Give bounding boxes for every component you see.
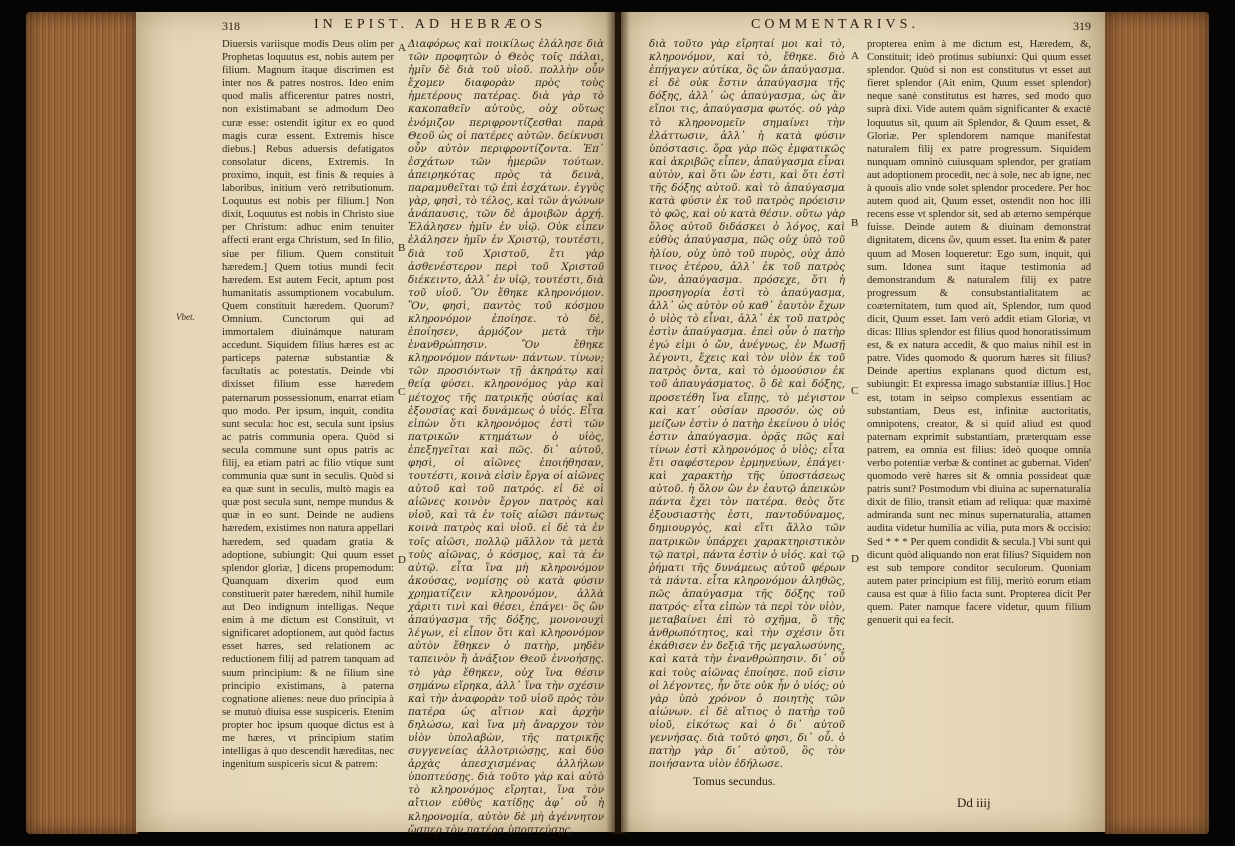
left-marker-d: D [398,554,406,566]
right-marker-a: A [851,50,859,62]
left-latin-column: Diuersis variisque modis Deus olim per Prophetas loquutus est, nobis autem per filium. Magnum itaque discrimen est inter nos & patres nostros. Ideo enim quod malis afficerentur patres nostri, non existimabant se admodum Deo curæ esse: ostendit igitur ex eo quod magis curæ essent. Extremis hisce diebus.] Rebus aduersis defatigatos consolatur dicens, Extremis. In proximo, inquit, est finis & requies à laboribus, initium verò retributionum. Loquutus est nobis per filium.] Non dixit, Loquutus est nobis in Christo siue per Christum: adhuc enim tenuiter affecti erant erga Christum, sed In filio, siue per filium. Quem constituit hæredem.] Quem totius mundi fecit hæredem. Est autem Fecit, aptum post humanitatis assumptionem vocabulum. Quem constituit hæredem. Quorum? Omnium. Cunctorum qui ad immortalem diuinámque naturam accedunt. Siquidem filius hæres est ac particeps paternæ substantiæ & facultatis ac potestatis. Deinde vbi dixisset filium esse hæredem paternarum possessionum, enarrat etiam quo modo. Per ipsum, inquit, condita sunt secula: hoc est, secula sunt ipsius ac patris communia opera. Quòd si secula commune sunt opus patris ac filij, ea etiam patri ac filio vtique sunt communia quæ sunt in seculis. Quòd si ea quæ sunt in seculis, multò magis ea quæ post secula sunt, nempe mundus & quæ in eo sunt. Deinde ne audiens hæredem, existimes non natura appellari hæredem, sed quadam gratia & adoptione, subiungit: Qui quum esset splendor gloriæ, ] dicens propemodum: Quanquam dixerim quod eum constituerit pater hæredem, nihil humile aut Deo indignum intelligas. Neque enim à me dictum est Constituit, vt significaret adoptionem, aut quòd factus esset hæres, sed relationem ac reductionem filij ad patrem tanquam ad suum principium: & ne filium sine principio existimans, à paterna cognatione alienes: neue duo principia à se mutuò diuisa esse suspiceris. Etenim propter hoc ipsum quoque dictus est à me hæres, vt principium statim intelligas à quo descendit hæreditas, nec ingenitum suspiceris sicut & patrem: [222,39,394,771]
right-marker-b: B [851,217,859,229]
right-running-head [621,17,1105,35]
right-running-title: COMMENTARIVS. [751,17,919,32]
left-page-number: 318 [222,19,240,33]
right-greek-column: διὰ τοῦτο γὰρ εἴρηταί μοι καὶ τὸ, κληρονόμον, καὶ τὸ, ἔθηκε. διὸ ἐπήγαγεν αὐτίκα, ὃς ὢν ἀπαύγασμα. εἰ δὲ οὐκ ἔστιν ἀπαύγασμα τῆς δόξης, ἀλλ᾿ ὡς ἀπαύγασμα, ὡς ἂν εἴποι τις, ἀπαύγασμα φωτός. οὐ γὰρ τὸ κληρονομεῖν σημαίνει τὴν ἐλάττωσιν, ἀλλ᾿ ἡ κατὰ φύσιν ὑπόστασις. ὅρα γὰρ πῶς ἐμφατικῶς καὶ ἀκριβῶς εἶπεν, ἀπαύγασμα εἶναι αὐτὸν, καὶ ὅτι ὢν ἐστι, καὶ ὅτι ἐστὶ τῆς δόξης αὐτοῦ. καὶ τὸ ἀπαύγασμα κατὰ φύσιν ἐκ τοῦ πατρὸς πρόεισιν τὸ φῶς, καὶ οὐ κατὰ θέσιν. οὕτω γὰρ ὅλος αὐτοῦ διδάσκει ὁ λόγος, καὶ εὐθὺς ἀπαύγασμα, πῶς οὐχ ὑπὸ τοῦ ἡλίου, οὐχ ὑπὸ τοῦ πυρὸς, οὐχ ἀπὸ τινος ἑτέρου, ἀλλ᾿ ἐκ τοῦ πατρὸς ὢν, ἀπαύγασμα. πρόσεχε, ὅτι ἡ προσηγορία ἐστὶ τὸ ἀπαύγασμα, ἀλλ᾿ ὡς αὐτὸν οὐ καθ᾿ ἑαυτὸν ἔχων ὁ υἱὸς τὸ εἶναι, ἀλλ᾿ ἐκ τοῦ πατρὸς ἐστὶν ἀπαύγασμα. ἐπεὶ οὖν ὁ πατὴρ ἐγώ εἰμι ὁ ὤν, ἀνέγνως, ἐν Μωσῇ λέγοντι, ἔχεις καὶ τὸν υἱὸν ἐκ τοῦ πατρὸς ὄντα, καὶ τὸ ὁμοούσιον ἐκ τοῦ ἀπαυγάσματος. ὃ δὲ καὶ δόξης, προσετέθη ἵνα εἴπῃς, τὸ μέγιστον καὶ κατ᾿ οὐσίαν προσόν. ὡς οὐ μείζων ἐστὶν ὁ πατὴρ ἐκείνου ὁ υἱός ἐστιν ἀπαύγασμα. ὁρᾷς πῶς καὶ τίνων ἐστὶ κληρονόμος ὁ υἱὸς; εἶτα ἔτι σαφέστερον ἑρμηνεύων, ἐπάγει· καὶ χαρακτὴρ τῆς ὑποστάσεως αὐτοῦ. ἡ ὅλον ὢν ἐν ἑαυτῷ ἀπεικὼν πάντα ἔχει τὸν πατέρα. θεὸς ὅτε ἐξουσιαστὴς ἐστι, παντοδύναμος, δημιουργὸς, καὶ εἴτι ἄλλο τῶν πατρικῶν ὑπάρχει χαρακτηριστικὸν τῷ πατρὶ, πάντα ἐστὶν ὁ υἱός. καὶ τῷ ῥήματι τῆς δυνάμεως αὐτοῦ φέρων τὰ πάντα. εἶτα κληρονόμον ἀληθῶς, πῶς ἀπαύγασμα τῆς δόξης τοῦ πατρός· εἶτα εἰπὼν τὰ περὶ τὸν υἱὸν, μεταβαίνει ἐπὶ τὸ σχῆμα, ὃ τῆς ἀνθρωπότητος, καὶ τὴν σχέσιν ὅτι ἐκάθισεν ἐν δεξιᾷ τῆς μεγαλωσύνης, καὶ κατὰ τὴν ἐνανθρώπησιν. δι᾿ οὗ καὶ τοὺς αἰῶνας ἐποίησε. ποῦ εἰσιν οἱ λέγοντες, ἦν ὅτε οὐκ ἦν ὁ υἱός; οὐ γὰρ ὑπὸ χρόνον ὁ ποιητὴς τῶν αἰώνων. εἰ δὲ αἴτιος ὁ πατὴρ τοῦ υἱοῦ, εἰκότως καὶ ὁ δι᾿ αὐτοῦ γεννήσας. διὰ τοῦτό φησι, δι᾿ οὗ. ὁ πατὴρ γὰρ δι᾿ αὐτοῦ, ὃς τὸν ποιήσαντα υἱὸν ἐδήλωσε. [649,38,845,771]
left-running-head [136,17,615,35]
right-marker-d: D [851,553,859,565]
left-marker-a: A [398,42,406,54]
right-marker-c: C [851,385,859,397]
left-marker-b: B [398,242,406,254]
right-page [621,12,1105,832]
volume-footer: Tomus secundus. [693,774,776,788]
left-greek-column: Διαφόρως καὶ ποικίλως ἐλάλησε διὰ τῶν προφητῶν ὁ Θεὸς τοῖς πάλαι, ἡμῖν δὲ διὰ τοῦ υἱοῦ. πολλὴν οὖν ἔχομεν διαφορὰν πρὸς τοὺς ἡμετέρους πατέρας. διὰ γὰρ τὸ κακοπαθεῖν αὐτοὺς, οὐχ οὕτως ἐνόμιζον περιφροντίζεσθαι παρὰ Θεοῦ ὡς οἱ πατέρες αὐτῶν. δείκνυσι οὖν αὐτὸν περιφροντίζοντα. Ἐπ᾿ ἐσχάτων τῶν ἡμερῶν τούτων. ἀπειρηκότας πρὸς τὰ δεινὰ, παραμυθεῖται τῷ ἐπὶ ἐσχάτων. ἐγγὺς γὰρ, φησὶ, τὸ τέλος, καὶ τῶν ἀγώνων ἀνάπαυσις, τῶν δὲ ἀμοιβῶν ἀρχή. Ἐλάλησεν ἡμῖν ἐν υἱῷ. Οὐκ εἶπεν ἐλάλησεν ἡμῖν ἐν Χριστῷ, τουτέστι, διὰ τοῦ Χριστοῦ, ἔτι γὰρ ἀσθενέστερον περὶ τοῦ Χριστοῦ διέκειντο, ἀλλ᾿ ἐν υἱῷ, τουτέστι, διὰ τοῦ υἱοῦ. Ὃν ἔθηκε κληρονόμον. Ὃν, φησὶ, παντὸς τοῦ κόσμου κληρονόμον ἐποίησε. τὸ δὲ, ἐποίησεν, ἁρμόζον μετὰ τὴν ἐνανθρώπησιν. Ὃν ἔθηκε κληρονόμον πάντων· πάντων. τίνων; τῶν προσιόντων τῇ ἀκηράτῳ καὶ θείᾳ φύσει. κληρονόμος γὰρ καὶ μέτοχος τῆς πατρικῆς οὐσίας καὶ ἐξουσίας καὶ δυνάμεως ὁ υἱός. Εἶτα εἰπὼν ὅτι κληρονόμος ἐστὶ τῶν πατρικῶν κτημάτων ὁ υἱὸς, ἐπεξηγεῖται καὶ πῶς. δι᾿ αὐτοῦ, φησὶ, οἱ αἰῶνες ἐποιήθησαν, τουτέστι, κοινὰ εἰσὶν ἔργα οἱ αἰῶνες αὐτοῦ καὶ τοῦ πατρός. εἰ δὲ οἱ αἰῶνες κοινὸν ἔργον πατρὸς καὶ υἱοῦ, καὶ τὰ ἐν τοῖς αἰῶσι πάντως κοινὰ πατρὸς καὶ υἱοῦ. εἰ δὲ τὰ ἐν τοῖς αἰῶσι, πολλῷ μᾶλλον τὰ μετὰ τοὺς αἰῶνας, ὁ κόσμος, καὶ τὰ ἐν αὐτῷ. εἶτα ἵνα μὴ κληρονόμον ἀκούσας, νομίσῃς οὐ κατὰ φύσιν χρηματίζειν κληρονόμον, ἀλλὰ χάριτι τινὶ καὶ θέσει, ἐπάγει· ὃς ὢν ἀπαύγασμα τῆς δόξης, μονονουχὶ λέγων, εἰ εἶπον ὅτι καὶ κληρονόμον αὐτὸν ἔθηκεν ὁ πατὴρ, μηδὲν ταπεινὸν ἢ ἀνάξιον Θεοῦ ἐννοήσῃς. τὸ γὰρ ἔθηκεν, οὐχ ἵνα θέσιν σημάνω εἴρηκα, ἀλλ᾿ ἵνα τὴν σχέσιν καὶ τὴν ἀναφορὰν τοῦ υἱοῦ πρὸς τὸν πατέρα ὡς αἴτιον καὶ ἀρχὴν δηλώσω, καὶ ἵνα μὴ ἄναρχον τὸν υἱὸν ὑπολαβὼν, τῆς πατρικῆς συγγενείας ἀλλοτριώσῃς, καὶ δύο ἀρχὰς ἀπεσχισμένας ἀλλήλων ὑποπτεύσῃς. διὰ τοῦτο γὰρ καὶ αὐτὸ τὸ κληρονόμος εἴρηται, ἵνα τὸν αἴτιον εὐθὺς κατίδῃς ἀφ᾿ οὗ ἡ κληρονομία, αὐτὸν δὲ μὴ ἀγέννητον ὥσπερ τὸν πατέρα ὑποπτεύσῃς. [408,38,604,836]
signature-mark: Dd iiij [957,795,991,810]
book-gutter [606,12,630,834]
left-running-title: IN EPIST. AD HEBRÆOS [314,17,547,32]
left-marker-c: C [398,386,406,398]
right-latin-column: propterea enim à me dictum est, Hæredem, &, Constituit; ideò protinus subiunxi: Qui quum esset splendor. Quòd si non est constitutus vt esset aut fieret splendor (Ait enim, Quum esset splendor) neque sanè constitutus est hæres, sed modo quo suprà dixi. Vide autem quàm significanter & exactè loquutus sit, quum ait Splendor, & Quum esset, & Gloriæ. Per splendorem namque manifestat naturalem filij ex patre progressum. Siquidem nunquam omninò cuiusquam splendor, per gratiam aut adoptionem procedit, nec à sole, nec ab igne, nec à quouis alio vnde solet splendor procedere. Per hoc autem quod ait, Quum esset, ostendit non hoc illi recens esse vt splendor sit, sed ab æterno sempérque fuisse. Deinde autem & diuinam demonstrat dignitatem, dicens ὢν, quum esset. Ita enim & pater quum ad Mosen loqueretur: Ego sum, inquit, qui sum. Idonea sunt itaque testimonia ad demonstrandum & naturalem filij ex patre progressum & consubstantialitatem ac coæternitatem, tum quod ait, Splendor, tum quod dicit, Quum esset. Iam verò addit etiam Gloriæ, vt dicas: Illius splendor est filius quod honoratissimum est, & ex natura accedit, & quo maius nihil est in patre. Vides quomodo & quorum hæres sit filius? Deinde apertius explanans quod dictum est, subiungit: Et expressa imago substantiæ illius.] Hoc est, totam in seipso complexus essentiam ac substantiam, Deus est, infinitæ auctoritatis, omnipotens, creator, & si quid aliud est quod paternam exprimit substantiam, præterquam esse patrem, ea omnia est filius: ideò quoque omnia verbo potentiæ verbæ & continet ac gubernat. Viden' quomodo verè hæres sit & omnia possideat quæ patris sunt? Postmodum vbi diuina ac supernaturalia dixit de filio, transit etiam ad reliqua: quæ maximè admiranda sunt nec minus supernaturalia, attamen audita videtur humilia ac vilia, puta mors & occisio: Sed * * * Per quem condidit & secula.] Vbi sunt qui dicunt quòd aliquando non erat filius? Siquidem non est sub tempore conditor seculorum. Quoniam autem pater principium est filij, meritò eorum etiam causa est quæ à filio facta sunt. Propterea dicit Per quem. Pater namque facere videtur, quum filium genuerit qui ea fecit. [867,39,1091,627]
right-page-number: 319 [1073,19,1091,33]
left-fore-edge [26,12,138,834]
left-margin-note: Vbet. [176,312,195,322]
right-fore-edge [1105,12,1209,834]
left-page [136,12,615,836]
